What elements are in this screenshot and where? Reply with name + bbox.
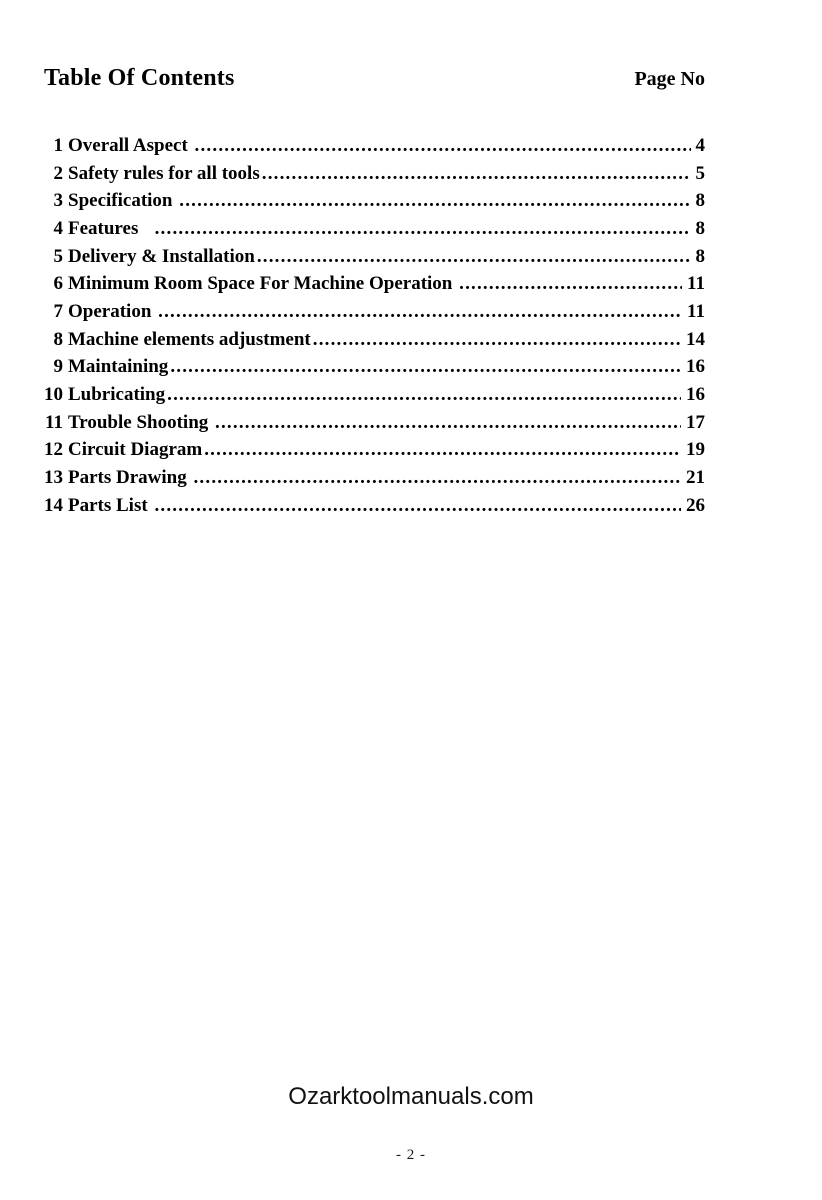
toc-entry-page: 5	[695, 162, 705, 184]
toc-entry-title: Maintaining	[68, 356, 169, 378]
toc-entry	[44, 160, 705, 188]
footer-page-number: - 2 -	[396, 1147, 426, 1163]
toc-entry	[44, 270, 705, 298]
toc-dot-leader-icon	[158, 298, 682, 326]
toc-entry-number: 1	[53, 135, 63, 156]
toc-entry-page: 8	[695, 217, 705, 239]
toc-entry	[44, 243, 705, 271]
toc-dot-leader-icon	[257, 243, 691, 271]
toc-entry-title: Parts Drawing	[68, 466, 192, 488]
toc-entry-title: Parts List	[68, 494, 153, 516]
toc-list	[44, 132, 705, 519]
toc-entry-number: 5	[53, 245, 63, 267]
toc-entry-title: Circuit Diagram	[68, 439, 203, 461]
toc-entry-number: 4	[53, 217, 63, 239]
toc-entry-page: 11	[687, 273, 705, 295]
toc-entry-page: 17	[686, 411, 705, 433]
page-title: Table Of Contents	[44, 65, 235, 91]
toc-entry-number: 8	[53, 328, 63, 350]
toc-dot-leader-icon	[195, 132, 691, 160]
toc-entry	[44, 492, 705, 520]
toc-entry-page: 26	[686, 494, 705, 516]
toc-entry-number: 12	[44, 439, 63, 461]
toc-dot-leader-icon	[167, 381, 681, 409]
toc-dot-leader-icon	[154, 492, 681, 520]
toc-entry-page: 4	[695, 135, 705, 156]
toc-dot-leader-icon	[215, 409, 681, 437]
toc-dot-leader-icon	[179, 187, 690, 215]
toc-entry-page: 8	[695, 245, 705, 267]
toc-entry-number: 13	[44, 466, 63, 488]
toc-entry	[44, 464, 705, 492]
toc-entry-number: 3	[53, 190, 63, 212]
toc-dot-leader-icon	[204, 436, 681, 464]
toc-entry	[44, 132, 705, 160]
toc-entry-number: 7	[53, 300, 63, 322]
toc-entry-page: 14	[686, 328, 705, 350]
toc-entry-title: Specification	[68, 190, 178, 212]
toc-entry	[44, 215, 705, 243]
toc-entry-title: Operation	[68, 300, 157, 322]
toc-entry	[44, 353, 705, 381]
toc-header	[44, 64, 705, 93]
toc-entry-number: 14	[44, 494, 63, 516]
toc-entry	[44, 298, 705, 326]
toc-dot-leader-icon	[170, 353, 681, 381]
toc-entry-title: Delivery & Installation	[68, 245, 255, 267]
toc-entry-page: 8	[695, 190, 705, 212]
watermark-text: Ozarktoolmanuals.com	[288, 1083, 534, 1110]
toc-entry-page: 16	[686, 356, 705, 378]
toc-entry-title: Trouble Shooting	[68, 411, 214, 433]
toc-entry-title: Lubricating	[68, 383, 166, 405]
toc-entry	[44, 381, 705, 409]
toc-entry	[44, 326, 705, 354]
toc-entry-title: Features	[68, 217, 153, 239]
toc-dot-leader-icon	[262, 160, 691, 188]
toc-entry-title: Minimum Room Space For Machine Operation	[68, 273, 458, 295]
toc-entry-page: 21	[686, 466, 705, 488]
toc-entry	[44, 409, 705, 437]
toc-entry-number: 2	[53, 162, 63, 184]
toc-entry	[44, 187, 705, 215]
toc-entry-page: 16	[686, 383, 705, 405]
toc-dot-leader-icon	[155, 215, 691, 243]
toc-dot-leader-icon	[313, 326, 681, 354]
toc-entry-title: Safety rules for all tools	[68, 162, 260, 184]
toc-entry-title: Overall Aspect	[68, 135, 193, 156]
toc-entry	[44, 436, 705, 464]
toc-entry-page: 19	[686, 439, 705, 461]
toc-dot-leader-icon	[193, 464, 681, 492]
toc-entry-number: 11	[45, 411, 63, 433]
toc-entry-number: 10	[44, 383, 63, 405]
toc-dot-leader-icon	[459, 270, 682, 298]
toc-entry-number: 6	[53, 273, 63, 295]
toc-entry-page: 11	[687, 300, 705, 322]
page-no-column-label: Page No	[634, 68, 705, 90]
toc-entry-number: 9	[53, 356, 63, 378]
toc-entry-title: Machine elements adjustment	[68, 328, 311, 350]
